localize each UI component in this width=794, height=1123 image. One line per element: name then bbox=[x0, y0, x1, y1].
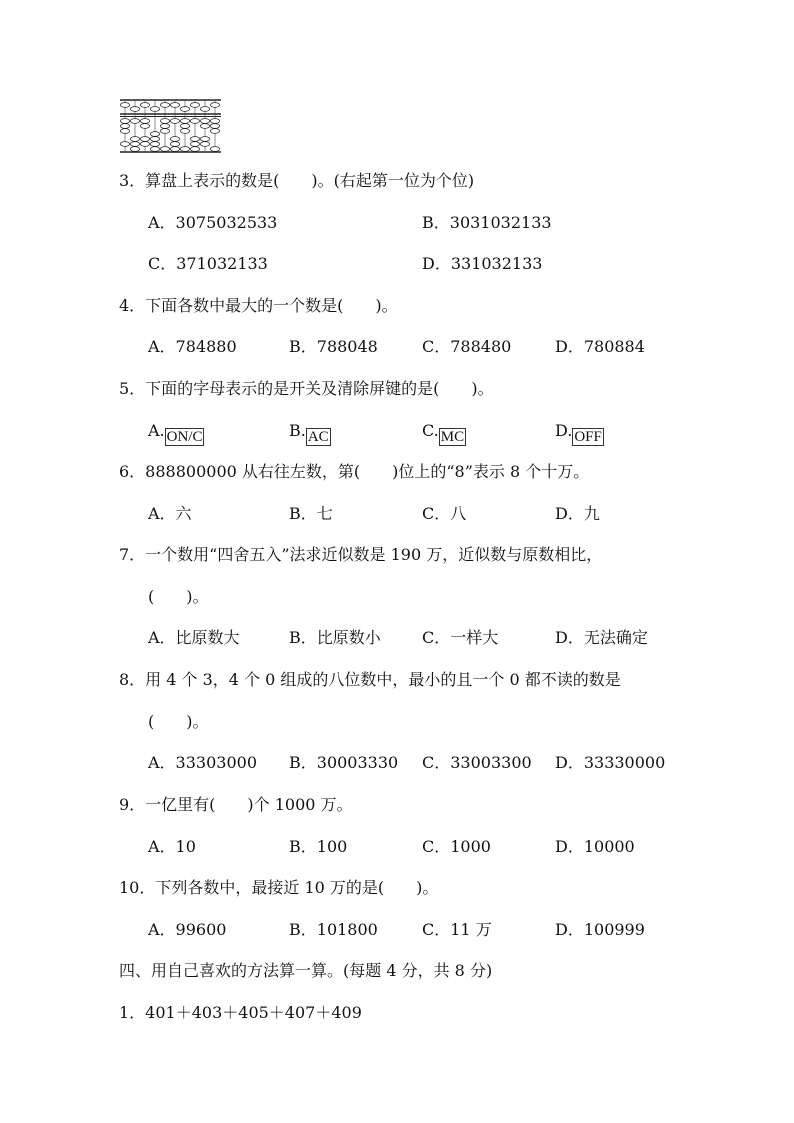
q5-option-c-letter: C. bbox=[422, 421, 439, 440]
q9-option-b[interactable]: B．100 bbox=[289, 837, 348, 856]
q8-option-d[interactable]: D．33330000 bbox=[555, 753, 666, 772]
q4-option-d[interactable]: D．780884 bbox=[555, 337, 645, 356]
q5-option-d[interactable] bbox=[555, 421, 604, 446]
q10-option-c[interactable]: C．11 万 bbox=[422, 920, 492, 939]
mc-key: MC bbox=[440, 429, 465, 445]
q6-option-a[interactable]: A．六 bbox=[148, 504, 192, 523]
q8-option-c[interactable]: C．33003300 bbox=[422, 753, 532, 772]
question-3: 3．算盘上表示的数是( )。(右起第一位为个位) bbox=[119, 171, 475, 190]
q7-option-c[interactable]: C．一样大 bbox=[422, 628, 499, 647]
q4-option-c[interactable]: C．788480 bbox=[422, 337, 512, 356]
question-9: 9．一亿里有( )个 1000 万。 bbox=[119, 795, 353, 814]
abacus-diagram bbox=[120, 98, 221, 156]
q7-option-b[interactable]: B．比原数小 bbox=[289, 628, 381, 647]
q9-option-c[interactable]: C．1000 bbox=[422, 837, 491, 856]
q3-option-c[interactable]: C．371032133 bbox=[148, 254, 268, 273]
question-10: 10．下列各数中，最接近 10 万的是( )。 bbox=[119, 878, 439, 897]
q8-option-a[interactable]: A．33303000 bbox=[148, 753, 257, 772]
q10-option-d[interactable]: D．100999 bbox=[555, 920, 645, 939]
q4-option-a[interactable]: A．784880 bbox=[148, 337, 237, 356]
q3-option-b[interactable]: B．3031032133 bbox=[422, 213, 552, 232]
q8-option-b[interactable]: B．30003330 bbox=[289, 753, 399, 772]
q5-option-b[interactable] bbox=[289, 421, 331, 446]
q5-option-c[interactable] bbox=[422, 421, 466, 446]
q6-option-d[interactable]: D．九 bbox=[555, 504, 600, 523]
q5-option-a[interactable] bbox=[148, 421, 204, 446]
question-7-blank: ( )。 bbox=[148, 587, 209, 606]
q3-option-d[interactable]: D．331032133 bbox=[422, 254, 543, 273]
q7-option-a[interactable]: A．比原数大 bbox=[148, 628, 240, 647]
ac-key: AC bbox=[307, 429, 329, 445]
q10-option-b[interactable]: B．101800 bbox=[289, 920, 378, 939]
q6-option-c[interactable]: C．八 bbox=[422, 504, 467, 523]
question-4: 4．下面各数中最大的一个数是( )。 bbox=[119, 296, 398, 315]
q9-option-a[interactable]: A．10 bbox=[148, 837, 196, 856]
q5-option-b-letter: B. bbox=[289, 421, 306, 440]
q4-option-b[interactable]: B．788048 bbox=[289, 337, 378, 356]
q9-option-d[interactable]: D．10000 bbox=[555, 837, 635, 856]
question-6: 6．888800000 从右往左数，第( )位上的“8”表示 8 个十万。 bbox=[119, 462, 590, 481]
question-5: 5．下面的字母表示的是开关及清除屏键的是( )。 bbox=[119, 379, 494, 398]
section-4-item-1: 1．401＋403＋405＋407＋409 bbox=[119, 1003, 362, 1022]
q5-option-a-letter: A. bbox=[148, 421, 165, 440]
q7-option-d[interactable]: D．无法确定 bbox=[555, 628, 648, 647]
q6-option-b[interactable]: B．七 bbox=[289, 504, 333, 523]
q10-option-a[interactable]: A．99600 bbox=[148, 920, 227, 939]
on-c-key: ON/C bbox=[166, 429, 203, 445]
off-key: OFF bbox=[574, 429, 602, 445]
question-8: 8．用 4 个 3，4 个 0 组成的八位数中，最小的且一个 0 都不读的数是 bbox=[119, 670, 621, 689]
question-7: 7．一个数用“四舍五入”法求近似数是 190 万，近似数与原数相比， bbox=[119, 545, 603, 564]
question-8-blank: ( )。 bbox=[148, 712, 209, 731]
q5-option-d-letter: D. bbox=[555, 421, 573, 440]
q3-option-a[interactable]: A．3075032533 bbox=[148, 213, 278, 232]
section-4-heading: 四、用自己喜欢的方法算一算。(每题 4 分，共 8 分) bbox=[119, 961, 493, 980]
